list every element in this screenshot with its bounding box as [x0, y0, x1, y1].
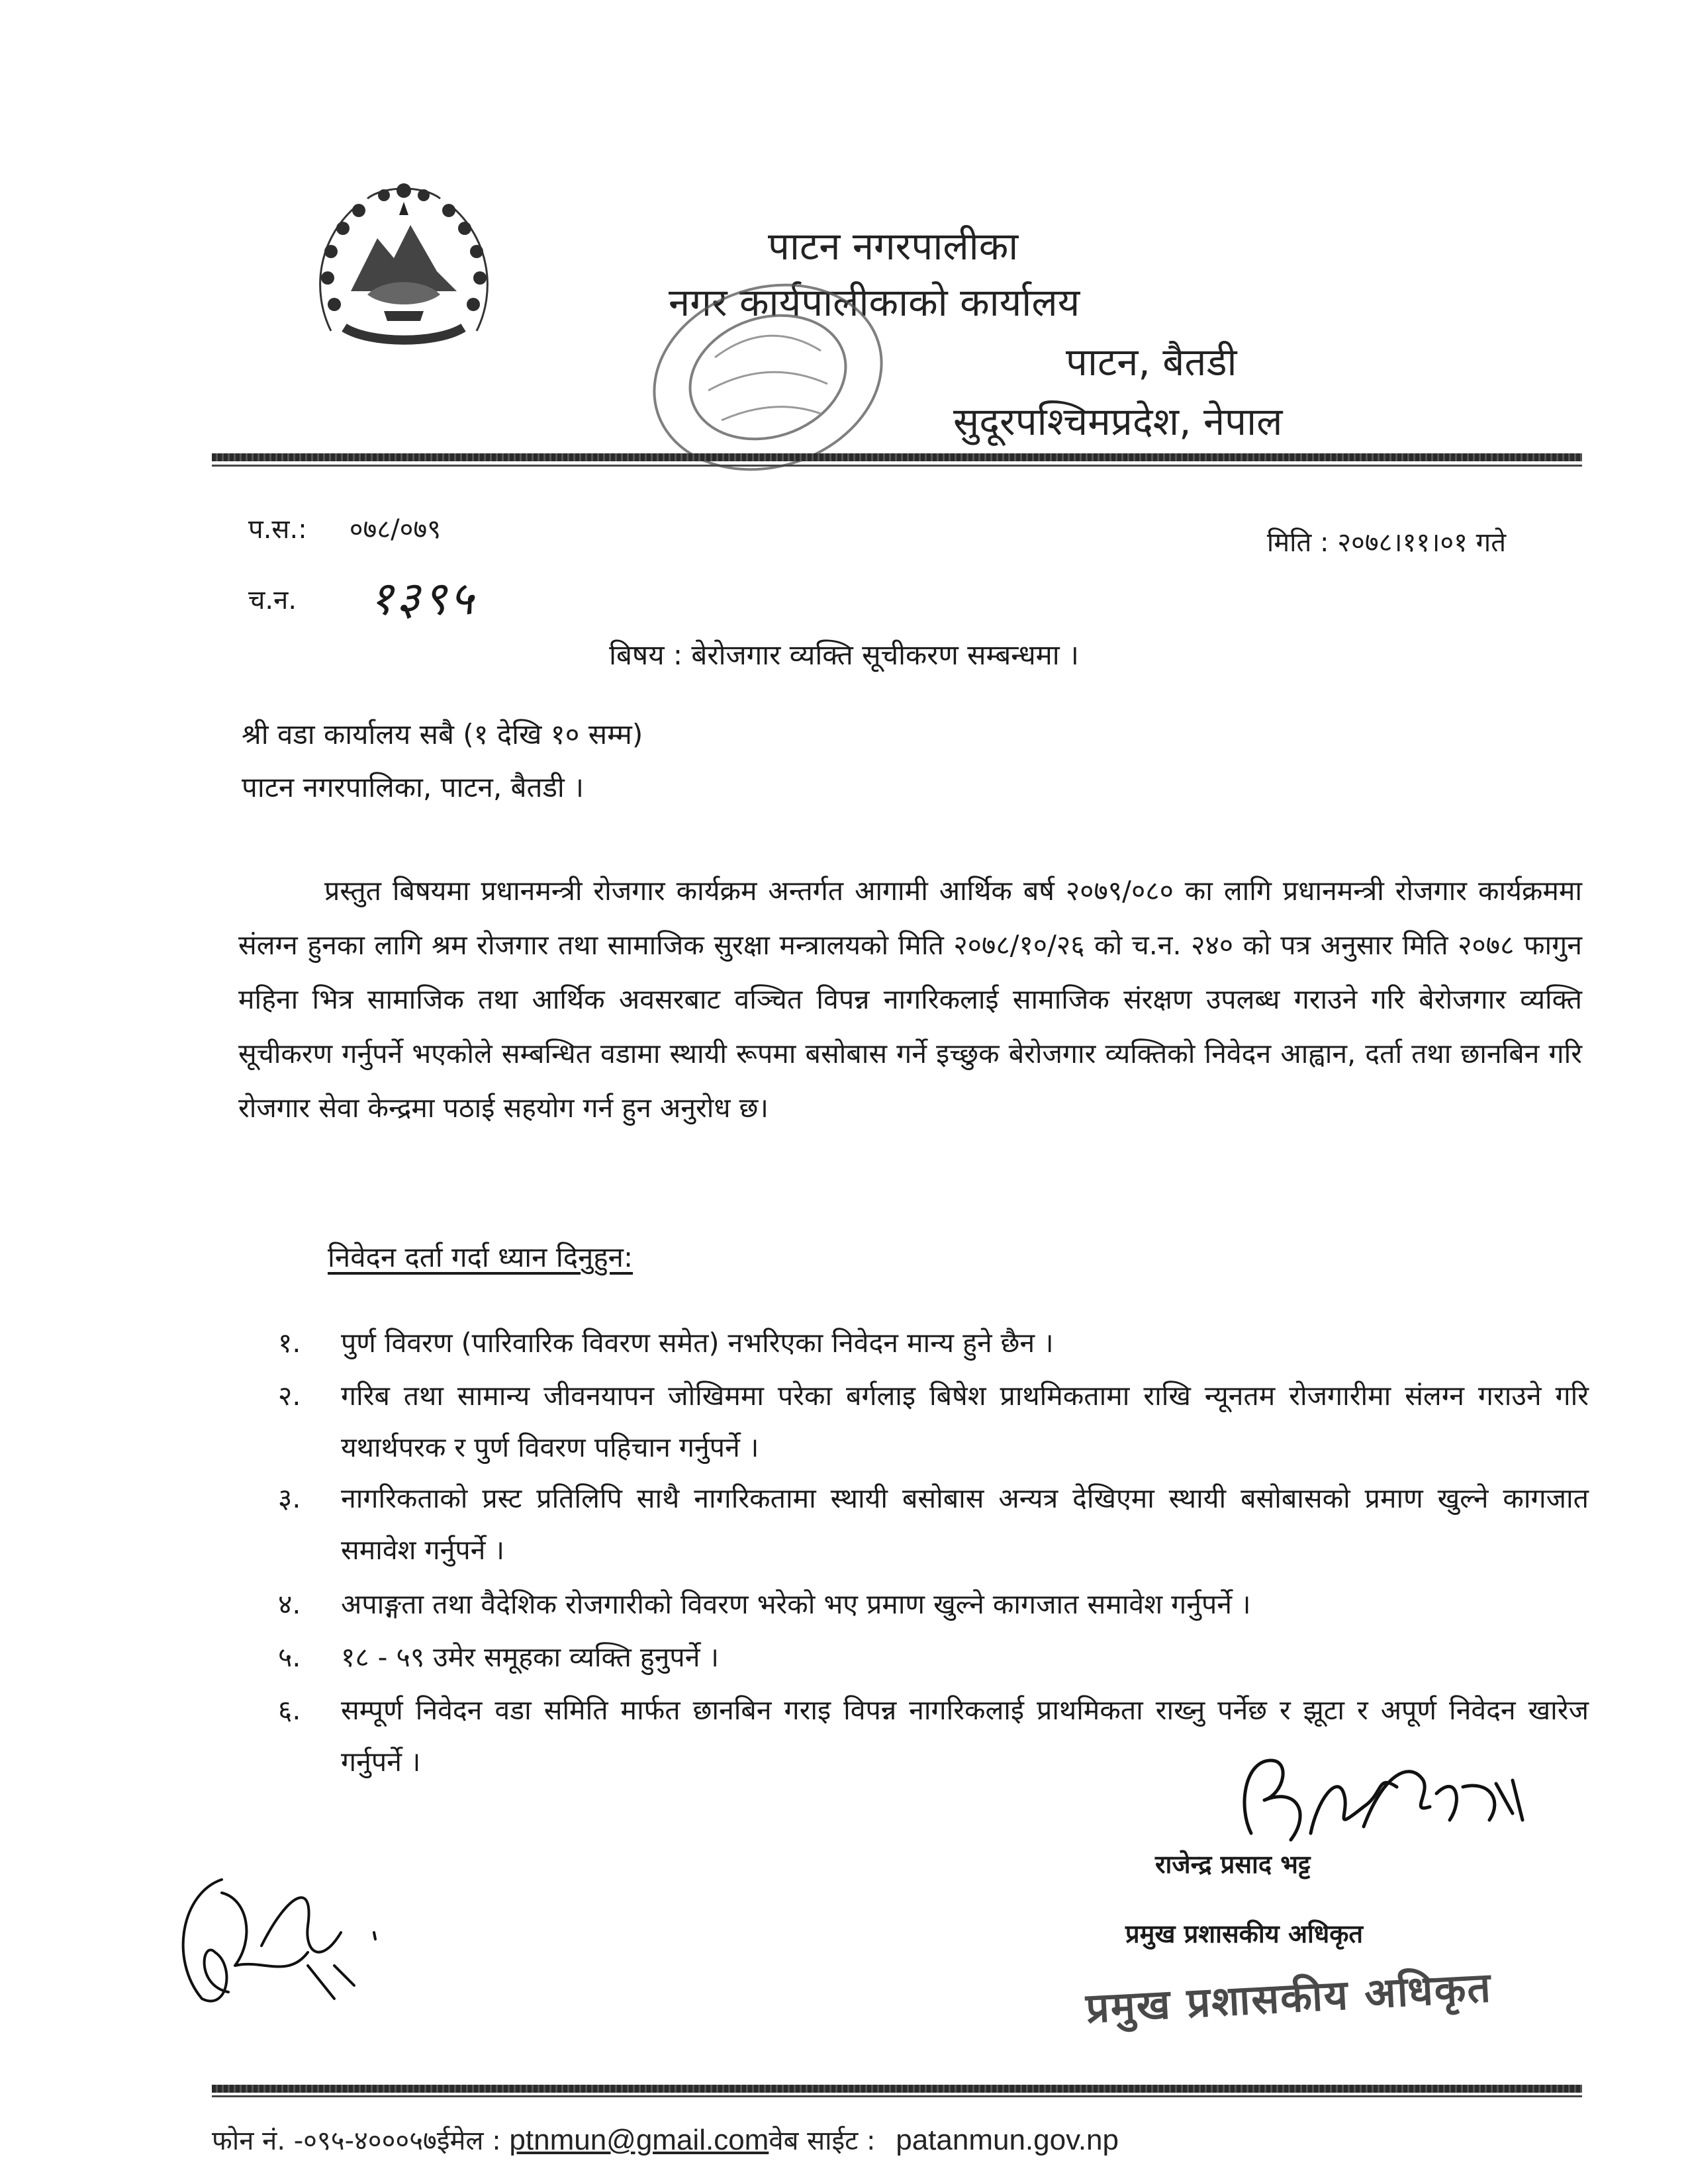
- instruction-item: [278, 1631, 1589, 1683]
- officer-signature-icon: [1211, 1734, 1529, 1860]
- designation-stamp: प्रमुख प्रशासकीय अधिकृत: [1084, 1962, 1493, 2033]
- footer-contact: [212, 2121, 1119, 2158]
- header-rule: [212, 453, 1582, 461]
- instruction-text: सम्पूर्ण निवेदन वडा समिति मार्फत छानबिन गराइ विपन्न नागरिकलाई प्राथमिकता राख्नु पर्नेछ र झूटा र अपूर्ण निवेदन खारेज गर्नुपर्ने ।: [341, 1694, 1589, 1778]
- addressee-line-2: पाटन नगरपालिका, पाटन, बैतडी ।: [242, 771, 585, 803]
- footer-phone: फोन नं. -०९५-४०००५७: [212, 2126, 437, 2156]
- instruction-number: ३.: [278, 1482, 301, 1514]
- header-rule-thin: [212, 465, 1582, 467]
- instruction-text: गरिब तथा सामान्य जीवनयापन जोखिममा परेका बर्गलाइ बिषेश प्राथमिकतामा राखि न्यूनतम रोजगारीमा संलग्न गराउने गरि यथार्थपरक र पुर्ण विवरण पहिचान गर्नुपर्ने ।: [341, 1380, 1589, 1463]
- footer-rule: [212, 2085, 1582, 2093]
- footer-email-link[interactable]: ptnmun@gmail.com: [509, 2124, 769, 2156]
- instruction-number: १.: [278, 1327, 301, 1359]
- office-province: सुदूरपश्चिमप्रदेश, नेपाल: [953, 399, 1283, 444]
- footer-rule-thin: [212, 2095, 1582, 2097]
- instruction-text: नागरिकताको प्रस्ट प्रतिलिपि साथै नागरिकतामा स्थायी बसोबास अन्यत्र देखिएमा स्थायी बसोबासको प्रमाण खुल्ने कागजात समावेश गर्नुपर्ने ।: [341, 1482, 1589, 1566]
- instruction-number: ६.: [278, 1694, 301, 1726]
- instruction-item: [278, 1370, 1589, 1473]
- office-name: पाटन नगरपालीका: [768, 224, 1019, 269]
- instruction-text: पुर्ण विवरण (पारिवारिक विवरण समेत) नभरिएका निवेदन मान्य हुने छैन ।: [341, 1327, 1054, 1359]
- ps-value: ०७८/०७९: [349, 514, 441, 545]
- instructions-heading: निवेदन दर्ता गर्दा ध्यान दिनुहुन:: [328, 1241, 633, 1273]
- ps-label: प.स.:: [248, 514, 307, 545]
- cn-value: १३९५: [369, 571, 477, 625]
- instruction-number: ४.: [278, 1588, 301, 1620]
- office-stamp-icon: [635, 278, 900, 483]
- office-subtitle: नगर कार्यपालीकाको कार्यालय: [669, 280, 1080, 325]
- instruction-text: अपाङ्गता तथा वैदेशिक रोजगारीको विवरण भरेको भए प्रमाण खुल्ने कागजात समावेश गर्नुपर्ने ।: [341, 1588, 1251, 1620]
- signer-title: प्रमुख प्रशासकीय अधिकृत: [1125, 1919, 1364, 1948]
- reference-ps: [248, 510, 441, 546]
- instruction-item: [278, 1578, 1589, 1630]
- instruction-number: २.: [278, 1380, 301, 1412]
- letter-date: मिति : २०७८।११।०१ गते: [1266, 527, 1506, 558]
- footer-website-link[interactable]: patanmun.gov.np: [896, 2124, 1119, 2156]
- addressee-line-1: श्री वडा कार्यालय सबै (१ देखि १० सम्म): [242, 718, 643, 751]
- body-paragraph: प्रस्तुत बिषयमा प्रधानमन्त्री रोजगार कार्यक्रम अन्तर्गत आगामी आर्थिक बर्ष २०७९/०८० का लागि प्रधानमन्त्री रोजगार कार्यक्रममा संलग्न हुनका लागि श्रम रोजगार तथा सामाजिक सुरक्षा मन्त्रालयको मिति २०७८/१०/२६ को च.न. २४० को पत्र अनुसार मिति २०७८ फागुन महिना भित्र सामाजिक तथा आर्थिक अवसरबाट वञ्चित विपन्न नागरिकलाई सामाजिक संरक्षण उपलब्ध गराउने गरि बेरोजगार व्यक्ति सूचीकरण गर्नुपर्ने भएकोले सम्बन्धित वडामा स्थायी रूपमा बसोबास गर्ने इच्छुक बेरोजगार व्यक्तिको निवेदन आह्वान, दर्ता तथा छानबिन गरि रोजगार सेवा केन्द्रमा पठाई सहयोग गर्न हुन अनुरोध छ।: [238, 875, 1582, 1124]
- reference-cn: [248, 559, 476, 623]
- nepal-emblem-icon: [305, 179, 503, 357]
- instruction-item: [278, 1317, 1589, 1369]
- instruction-text: १८ - ५९ उमेर समूहका व्यक्ति हुनुपर्ने ।: [341, 1641, 720, 1673]
- office-location: पाटन, बैतडी: [1066, 340, 1237, 385]
- footer-website-label: वेब साईट :: [769, 2126, 876, 2156]
- mayor-signature-icon: [156, 1853, 407, 2019]
- instruction-number: ५.: [278, 1641, 301, 1673]
- footer-email-label: ईमेल :: [436, 2126, 501, 2156]
- cn-label: च.न.: [248, 585, 297, 615]
- signer-name: राजेन्द्र प्रसाद भट्ट: [1155, 1850, 1311, 1879]
- letter-subject: बिषय : बेरोजगार व्यक्ति सूचीकरण सम्बन्धमा ।: [609, 639, 1079, 671]
- instruction-item: [278, 1473, 1589, 1576]
